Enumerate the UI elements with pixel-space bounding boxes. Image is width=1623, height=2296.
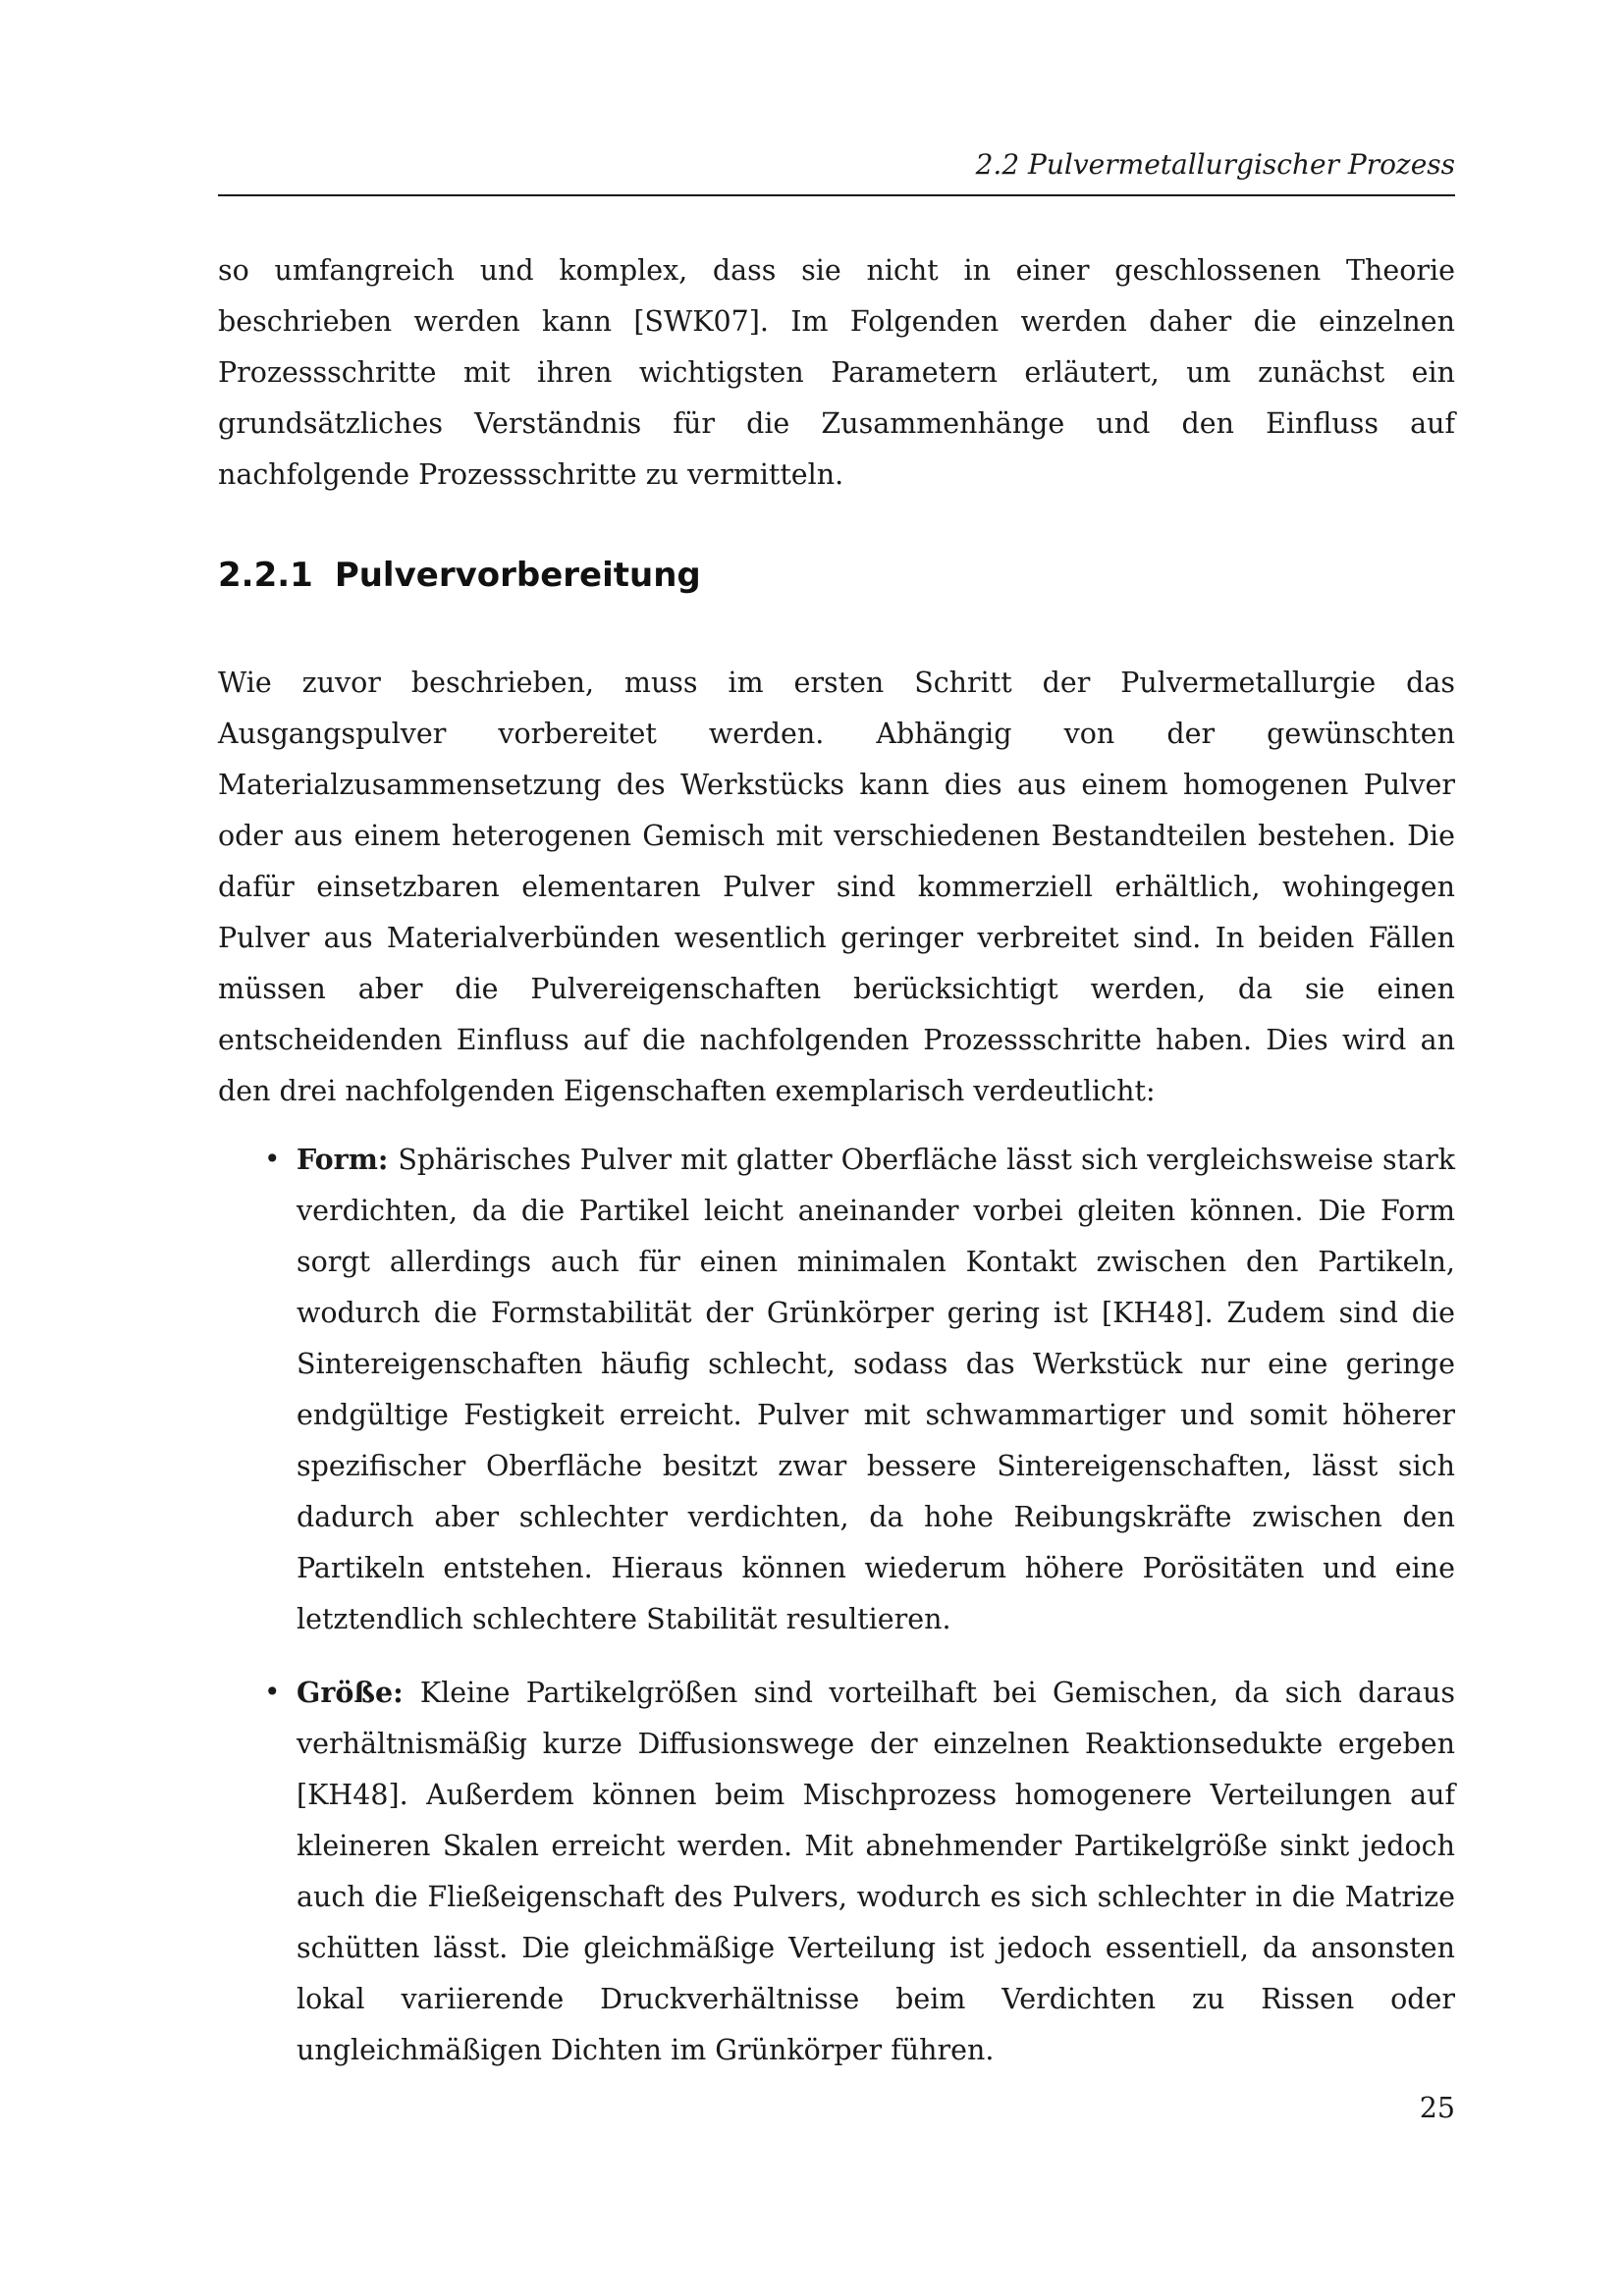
header-rule [218,194,1455,196]
page-number: 25 [1419,2092,1455,2124]
list-item [218,1134,1455,1645]
section-number: 2.2.1 [218,556,313,595]
section-paragraph: Wie zuvor beschrieben, muss im ersten Schritt der Pulvermetallurgie das Ausgangspulver vorbereitet werden. Abhängig von der gewünschten Materialzusammensetzung des Werkstücks kann dies aus einem homogenen Pulver oder aus einem heterogenen Gemisch mit verschiedenen Bestandteilen bestehen. Die dafür einsetzbaren elementaren Pulver sind kommerziell erhältlich, wohingegen Pulver aus Materialverbünden wesentlich geringer verbreitet sind. In beiden Fällen müssen aber die Pulvereigenschaften berücksichtigt werden, da sie einen entscheidenden Einfluss auf die nachfolgenden Prozessschritte haben. Dies wird an den drei nachfolgenden Eigenschaften exemplarisch verdeutlicht: [218,667,1455,1107]
list-item-text: Sphärisches Pulver mit glatter Oberfläche lässt sich vergleichsweise stark verdichten, da die Partikel leicht aneinander vorbei gleiten können. Die Form sorgt allerdings auch für einen minimalen Kontakt zwischen den Partikeln, wodurch die Formstabilität der Grünkörper gering ist [KH48]. Zudem sind die Sintereigenschaften häufig schlecht, sodass das Werkstück nur eine geringe endgültige Festigkeit erreicht. Pulver mit schwammartiger und somit höherer spezifischer Oberfläche besitzt zwar bessere Sintereigenschaften, lässt sich dadurch aber schlechter verdichten, da hohe Reibungskräfte zwischen den Partikeln entstehen. Hieraus können wiederum höhere Porösitäten und eine letztendlich schlechtere Stabilität resultieren. [297,1144,1455,1635]
bullet-icon: • [264,1676,281,1708]
list-item-term: Größe: [297,1676,420,1709]
bullet-icon: • [264,1143,281,1175]
section-heading [218,552,701,599]
intro-paragraph: so umfangreich und komplex, dass sie nicht in einer geschlossenen Theorie beschrieben werden kann [SWK07]. Im Folgenden werden daher die einzelnen Prozessschritte mit ihren wichtigsten Parametern erläutert, um zunächst ein grundsätzliches Verständnis für die Zusammenhänge und den Einfluss auf nachfolgende Prozessschritte zu vermitteln. [218,254,1455,491]
list-item-text: Kleine Partikelgrößen sind vorteilhaft bei Gemischen, da sich daraus verhältnismäßig kurze Diffusionswege der einzelnen Reaktionsedukte ergeben [KH48]. Außerdem können beim Mischprozess homogenere Verteilungen auf kleineren Skalen erreicht werden. Mit abnehmender Partikelgröße sinkt jedoch auch die Fließeigenschaft des Pulvers, wodurch es sich schlechter in die Matrize schütten lässt. Die gleichmäßige Verteilung ist jedoch essentiell, da ansonsten lokal variierende Druckverhältnisse beim Verdichten zu Rissen oder ungleichmäßigen Dichten im Grünkörper führen. [297,1677,1455,2066]
list-item-term: Form: [297,1143,399,1176]
running-header: 2.2 Pulvermetallurgischer Prozess [975,148,1455,181]
property-list [218,1134,1455,2076]
section-title: Pulvervorbereitung [334,556,701,595]
list-item [218,1667,1455,2076]
